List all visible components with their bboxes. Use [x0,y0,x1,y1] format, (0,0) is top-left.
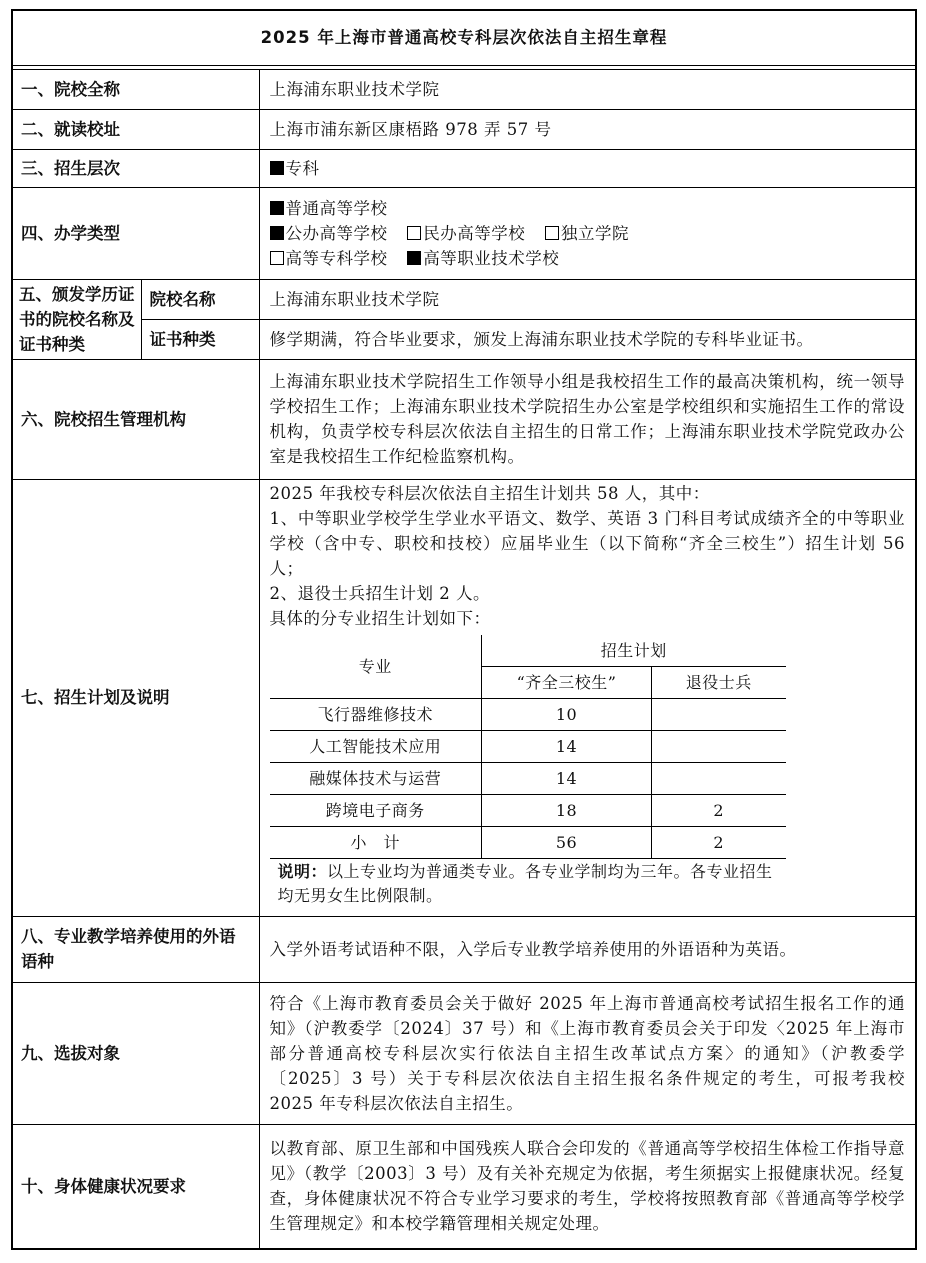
value-level [259,149,915,187]
label-cert-kind: 证书种类 [141,319,259,359]
row-language [13,916,915,982]
table-row [270,795,786,827]
value-address: 上海市浦东新区康梧路 978 弄 57 号 [259,109,915,149]
plan-lead: 具体的分专业招生计划如下： [269,608,491,628]
cell-major: 飞行器维修技术 [270,699,482,731]
cell-veteran [652,699,786,731]
row-plan [13,479,915,916]
cell-veteran: 2 [652,795,786,827]
cell-sanxiao: 10 [482,699,652,731]
value-target: 符合《上海市教育委员会关于做好 2025 年上海市普通高校考试招生报名工作的通知》（沪教委学〔2024〕37 号）和《上海市教育委员会关于印发〈2025 年上海市部分普通高校专科层次实行依法自主招生改革试点方案〉的通知》（沪教委学〔2025〕3 号）关于专科层次依法自主招生报名条件规定的考生，可报考我校 2025 年专科层次依法自主招生。 [259,982,915,1124]
type-option: 独立学院 [561,223,629,243]
table-row-subtotal [270,827,786,859]
label-language: 八、专业教学培养使用的外语语种 [13,916,259,982]
value-language: 入学外语考试语种不限，入学后专业教学培养使用的外语语种为英语。 [259,916,915,982]
table-row [270,731,786,763]
row-cert-kind [13,319,915,359]
plan-table [270,635,786,909]
label-type: 四、办学类型 [13,187,259,279]
label-cert: 五、颁发学历证书的院校名称及证书种类 [13,279,141,359]
cell-major: 小 计 [270,827,482,859]
row-address [13,109,915,149]
table-row [270,763,786,795]
cell-veteran: 2 [652,827,786,859]
header-major: 专业 [270,635,482,699]
type-line-1 [270,196,906,221]
cell-sanxiao: 14 [482,731,652,763]
label-level: 三、招生层次 [13,149,259,187]
value-cert-kind: 修学期满，符合毕业要求，颁发上海浦东职业技术学院的专科毕业证书。 [259,319,915,359]
type-line-3 [270,246,906,271]
level-text: 专科 [285,158,320,178]
page-title: 2025 年上海市普通高校专科层次依法自主招生章程 [13,11,915,65]
row-health [13,1124,915,1248]
label-admin: 六、院校招生管理机构 [13,359,259,479]
label-health: 十、身体健康状况要求 [13,1124,259,1248]
plan-item-1: 1、中等职业学校学生学业水平语文、数学、英语 3 门科目考试成绩齐全的中等职业学校（含中专、职校和技校）应届毕业生（以下简称“齐全三校生”）招生计划 56 人； [269,508,906,578]
checkbox-checked-icon [407,251,421,265]
label-address: 二、就读校址 [13,109,259,149]
header-veteran: 退役士兵 [652,667,786,699]
row-school-name [13,69,915,109]
plan-note [270,859,786,909]
cell-veteran [652,731,786,763]
checkbox-empty-icon [407,226,421,240]
cell-major: 融媒体技术与运营 [270,763,482,795]
row-admin [13,359,915,479]
plan-item-2: 2、退役士兵招生计划 2 人。 [269,583,490,603]
row-level [13,149,915,187]
label-plan: 七、招生计划及说明 [13,479,259,916]
value-plan [259,479,915,916]
type-option: 公办高等学校 [285,223,388,243]
row-type [13,187,915,279]
checkbox-checked-icon [270,161,284,175]
row-target [13,982,915,1124]
charter-table [13,11,915,1248]
checkbox-checked-icon [270,226,284,240]
row-cert-name [13,279,915,319]
note-text: 以上专业均为普通类专业。各专业学制均为三年。各专业招生均无男女生比例限制。 [277,861,773,905]
header-sanxiao: “齐全三校生” [482,667,652,699]
cell-sanxiao: 18 [482,795,652,827]
type-line-2 [270,221,906,246]
cell-sanxiao: 14 [482,763,652,795]
value-admin: 上海浦东职业技术学院招生工作领导小组是我校招生工作的最高决策机构，统一领导学校招生工作；上海浦东职业技术学院招生办公室是学校组织和实施招生工作的常设机构，负责学校专科层次依法自主招生的日常工作；上海浦东职业技术学院党政办公室是我校招生工作纪检监察机构。 [259,359,915,479]
type-option: 高等职业技术学校 [423,248,560,268]
cell-major: 跨境电子商务 [270,795,482,827]
label-school-name: 一、院校全称 [13,69,259,109]
document-frame [11,9,917,1250]
table-row [270,699,786,731]
checkbox-empty-icon [270,251,284,265]
type-option: 普通高等学校 [285,198,388,218]
header-plan: 招生计划 [482,635,786,667]
note-label: 说明： [277,861,328,881]
cell-sanxiao: 56 [482,827,652,859]
type-option: 高等专科学校 [285,248,388,268]
plan-intro: 2025 年我校专科层次依法自主招生计划共 58 人，其中： [269,483,710,503]
label-cert-school: 院校名称 [141,279,259,319]
checkbox-empty-icon [545,226,559,240]
cell-veteran [652,763,786,795]
type-option: 民办高等学校 [423,223,526,243]
checkbox-checked-icon [270,201,284,215]
value-cert-school: 上海浦东职业技术学院 [259,279,915,319]
value-health: 以教育部、原卫生部和中国残疾人联合会印发的《普通高等学校招生体检工作指导意见》（教学〔2003〕3 号）及有关补充规定为依据，考生须据实上报健康状况。经复查，身体健康状况不符合专业学习要求的考生，学校将按照教育部《普通高等学校学生管理规定》和本校学籍管理相关规定处理。 [259,1124,915,1248]
value-type [259,187,915,279]
label-target: 九、选拔对象 [13,982,259,1124]
cell-major: 人工智能技术应用 [270,731,482,763]
value-school-name: 上海浦东职业技术学院 [259,69,915,109]
